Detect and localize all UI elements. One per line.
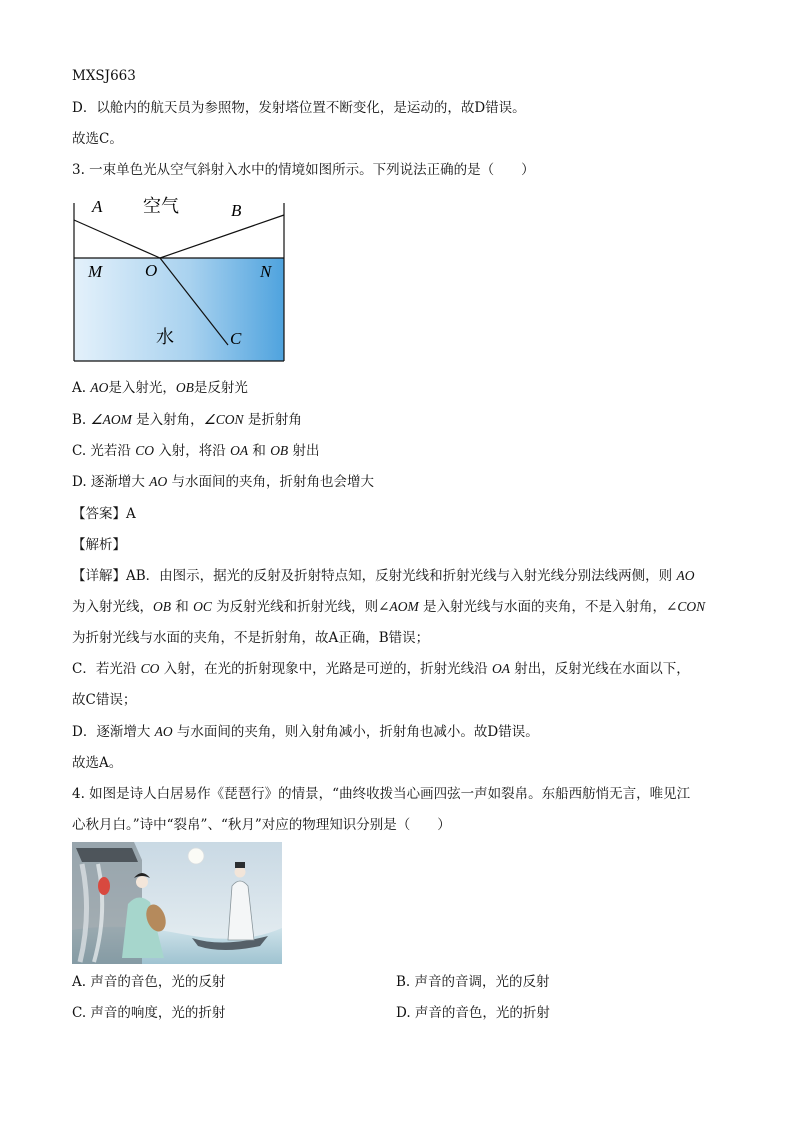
q4-option-d[interactable]: D. 声音的音色，光的折射 [396,1005,550,1021]
angle-con: ∠CON [203,412,244,427]
text: 为反射光线和折射光线，则∠ [211,599,390,615]
text: 和 [248,443,271,459]
var-ao: AO [154,724,173,739]
text: 是入射光， [108,380,176,396]
text: D．逐渐增大 [72,724,155,740]
label-o: O [145,261,158,280]
q3-detail-line-3: 为折射光线与水面的夹角，不是折射角，故A正确，B错误； [72,630,430,646]
label-b: B [231,201,242,220]
q3-analysis-tag: 【解析】 [72,537,126,553]
label-a: A [92,197,103,216]
opt-letter: A. [72,380,91,396]
answer-value: A [126,506,136,522]
text: 是入射光线与水面的夹角，不是入射角，∠ [418,599,678,615]
water-region [74,258,284,361]
q3-option-d[interactable] [72,473,374,491]
q3-detail-line-6 [72,723,539,741]
red-lantern [98,877,110,895]
var-ao: AO [676,568,695,583]
opt-letter: B. [72,412,91,428]
q4-option-c[interactable]: C. 声音的响度，光的折射 [72,1005,226,1021]
q3-detail-line-7: 故选A。 [72,755,123,771]
ray-ao [74,220,160,258]
pipa-scene-illustration [72,842,282,964]
doc-code: MXSJ663 [72,68,136,84]
var-oa: OA [230,443,249,458]
var-co: CO [140,661,160,676]
var-ao: AO [149,474,168,489]
text: 和 [171,599,194,615]
text: 【详解】AB．由图示，据光的反射及折射特点知，反射光线和折射光线与入射光线分别法线两侧，则 [72,568,677,584]
text: 与水面间的夹角，则入射角减小，折射角也减小。故D错误。 [172,724,539,740]
angle-con: CON [677,599,706,614]
label-c: C [230,329,242,348]
q3-option-b[interactable] [72,411,302,429]
text: 入射，在光的折射现象中，光路是可逆的，折射光线沿 [159,661,492,677]
q3-option-a[interactable] [72,379,248,397]
q3-detail-line-1 [72,567,694,585]
q3-option-c[interactable] [72,442,319,460]
angle-aom: ∠AOM [90,412,132,427]
q3-detail-line-5: 故C错误； [72,692,137,708]
text: 射出 [288,443,320,459]
q2-choose: 故选C。 [72,131,123,147]
var-ob: OB [175,380,194,395]
text: 是折射角 [243,412,302,428]
q2-option-d-explanation: D．以舱内的航天员为参照物，发射塔位置不断变化，是运动的，故D错误。 [72,100,526,116]
text: 为入射光线， [72,599,153,615]
q3-answer [72,505,136,523]
label-m: M [88,262,103,281]
text: D. 逐渐增大 [72,474,150,490]
text: C．若光沿 [72,661,141,677]
var-co: CO [135,443,154,458]
answer-tag: 【答案】 [72,506,126,522]
label-water: 水 [156,327,174,347]
refraction-diagram [70,195,290,365]
text: 是入射角， [131,412,204,428]
q4-option-b[interactable]: B. 声音的音调，光的反射 [396,974,550,990]
label-n: N [260,262,272,281]
var-oc: OC [193,599,212,614]
var-ob: OB [270,443,289,458]
text: 是反射光 [193,380,248,396]
ray-ob [160,215,284,258]
text: 射出，反射光线在水面以下， [509,661,690,677]
angle-aom: AOM [389,599,419,614]
q3-stem: 3. 一束单色光从空气斜射入水中的情境如图所示。下列说法正确的是（ ） [72,162,535,178]
text: 入射，将沿 [154,443,231,459]
var-oa: OA [491,661,510,676]
q4-option-a[interactable]: A. 声音的音色，光的反射 [72,974,226,990]
q3-detail-line-2 [72,598,705,616]
label-air: 空气 [143,196,179,216]
q4-stem-line-1: 4. 如图是诗人白居易作《琵琶行》的情景，“曲终收拨当心画四弦一声如裂帛。东船西舫悄无言，唯见江 [72,786,691,802]
var-ob: OB [153,599,171,614]
var-ao: AO [90,380,109,395]
moon-icon [188,848,204,864]
q3-detail-line-4 [72,660,690,678]
text: 与水面间的夹角，折射角也会增大 [167,474,375,490]
q4-stem-line-2: 心秋月白。”诗中“裂帛”、“秋月”对应的物理知识分别是（ ） [72,817,451,833]
text: C. 光若沿 [72,443,136,459]
